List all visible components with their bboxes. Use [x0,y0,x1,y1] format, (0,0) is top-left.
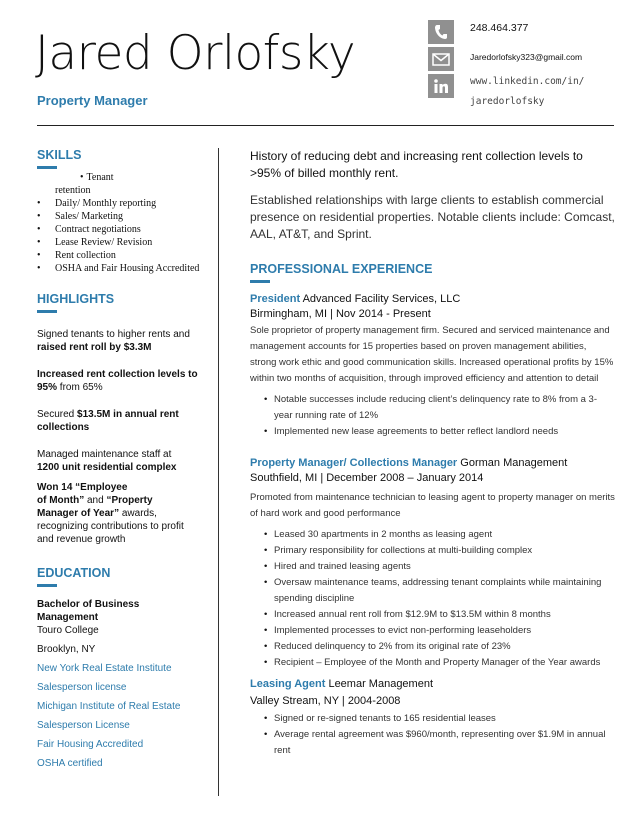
school-location: Brooklyn, NY [37,644,96,655]
skill-item: • Daily/ Monthly reporting [37,198,157,209]
phone-icon [428,20,454,44]
job-entry [250,677,615,759]
certification-item: Salesperson License [37,720,130,731]
experience-heading: PROFESSIONAL EXPERIENCE [250,262,433,276]
candidate-name: Jared Orlofsky [35,26,356,81]
highlight-item: Secured $13.5M in annual rent collections [37,409,179,433]
school-name: Touro College [37,625,99,636]
job-bullet: • Oversaw maintenance teams, addressing tenant complaints while maintaining spending discipline [264,575,615,607]
column-divider [218,148,219,796]
summary-paragraph-1: History of reducing debt and increasing rent collection levels to >95% of billed monthly rent. [250,149,583,180]
job-title: Property Manager [37,93,148,108]
job-entry [250,292,615,440]
linkedin-url-line1: www.linkedin.com/in/ [470,76,585,87]
education-accent-bar [37,584,57,587]
linkedin-icon [428,74,454,98]
job-bullet: • Hired and trained leasing agents [264,559,615,575]
highlights-heading: HIGHLIGHTS [37,292,115,306]
summary-paragraph-2: Established relationships with large clients to establish commercial presence on residential properties. Notable clients include: Comcast, AAL, AT&T, and Sprint. [250,193,615,241]
job-heading: President Advanced Facility Services, LLC [250,293,461,305]
job-bullet: • Implemented processes to evict non-performing leaseholders [264,623,615,639]
skill-item: • Tenant [80,172,114,183]
degree: Bachelor of Business Management [37,599,140,623]
job-bullet: • Average rental agreement was $960/month, representing over $1.9M in annual rent [264,727,615,759]
highlights-accent-bar [37,310,57,313]
certification-item: Michigan Institute of Real Estate [37,701,181,712]
contact-icons [428,20,454,101]
job-entry [250,456,615,671]
job-bullets [264,711,615,759]
job-bullet: • Signed or re-signed tenants to 165 residential leases [264,711,615,727]
skill-item: • Sales/ Marketing [37,211,124,222]
job-bullets [264,392,615,440]
left-column [37,148,207,770]
job-location-date: Birmingham, MI | Nov 2014 - Present [250,308,431,320]
certification-item: Fair Housing Accredited [37,739,144,750]
skill-item-wrap: retention [55,185,91,196]
skill-item: • Contract negotiations [37,224,141,235]
job-bullet: • Increased annual rent roll from $12.9M to $13.5M within 8 months [264,607,615,623]
phone-number: 248.464.377 [470,22,529,34]
certification-item: OSHA certified [37,758,103,769]
job-bullet: • Primary responsibility for collections at multi-building complex [264,543,615,559]
mail-icon [428,47,454,71]
highlight-item: Increased rent collection levels to 95% from 65% [37,369,198,393]
job-location-date: Valley Stream, NY | 2004-2008 [250,695,401,707]
certification-item: Salesperson license [37,682,127,693]
highlight-item: Won 14 “Employee of Month” and “Property Manager of Year” awards, recognizing contributions to profit and revenue growth [37,482,184,545]
skills-heading: SKILLS [37,148,82,162]
highlight-item: Signed tenants to higher rents and raised rent roll by $3.3M [37,329,190,353]
skills-accent-bar [37,166,57,169]
job-description: Sole proprietor of property management firm. Secured and serviced maintenance and management accounts for 15 properties based on proven management abilities, strong work ethic and good communication skills. Increased operational profits by 15% within two months of acquisition, through improved efficiency and attention to detail [250,325,614,384]
skill-item: • Lease Review/ Revision [37,237,153,248]
job-bullet: • Leased 30 apartments in 2 months as leasing agent [264,527,615,543]
job-bullets [264,527,615,671]
linkedin-url-line2: jaredorlofsky [470,96,545,107]
email-address: Jaredorlofsky323@gmail.com [470,52,583,62]
job-description: Promoted from maintenance technician to leasing agent to property manager on merits of hard work and good performance [250,492,615,519]
job-location-date: Southfield, MI | December 2008 – January 2014 [250,472,484,484]
header-divider [37,125,614,126]
job-heading: Property Manager/ Collections Manager Gorman Management [250,457,568,469]
experience-accent-bar [250,280,270,283]
skill-item: • OSHA and Fair Housing Accredited [37,263,200,274]
certification-item: New York Real Estate Institute [37,663,172,674]
right-column [250,148,615,759]
job-bullet: • Notable successes include reducing client’s delinquency rate to 8% from a 3-year running rate of 12% [264,392,615,424]
job-bullet: • Reduced delinquency to 2% from its original rate of 23% [264,639,615,655]
education-heading: EDUCATION [37,566,111,580]
job-bullet: • Implemented new lease agreements to better reflect landlord needs [264,424,615,440]
skills-list [37,171,207,275]
job-bullet: • Recipient – Employee of the Month and Property Manager of the Year awards [264,655,615,671]
highlight-item: Managed maintenance staff at 1200 unit residential complex [37,449,177,473]
skill-item: • Rent collection [37,250,116,261]
job-heading: Leasing Agent Leemar Management [250,678,434,690]
